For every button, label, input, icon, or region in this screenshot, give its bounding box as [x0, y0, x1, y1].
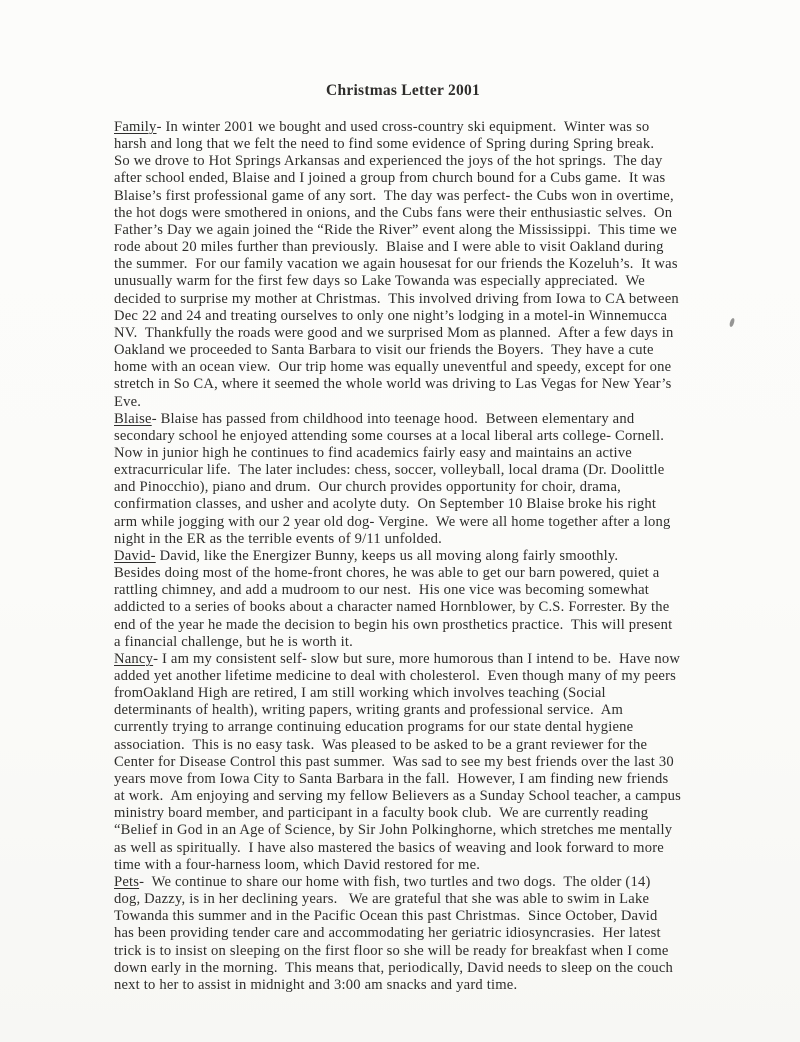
letter-line: a financial challenge, but he is worth it.: [114, 633, 353, 650]
letter-line: trick is to insist on sleeping on the first floor so she will be ready for breakfast when I come: [114, 942, 669, 959]
letter-line: rattling chimney, and add a mudroom to our nest. His one vice was becoming somewhat: [114, 582, 650, 599]
letter-line: Besides doing most of the home-front chores, he was able to get our barn powered, quiet a: [114, 565, 660, 582]
letter-line: added yet another lifetime medicine to deal with cholesterol. Even though many of my peers: [114, 668, 677, 684]
letter-line: next to her to assist in midnight and 3:00 am snacks and yard time.: [114, 976, 518, 993]
letter-line: decided to surprise my mother at Christmas. This involved driving from Iowa to CA between: [114, 290, 679, 307]
letter-line: time with a four-harness loom, which David restored for me.: [114, 856, 481, 873]
letter-line: Blaise’s first professional game of any sort. The day was perfect- the Cubs won in overtime,: [114, 187, 674, 204]
letter-line: association. This is no easy task. Was pleased to be asked to be a grant reviewer for the: [114, 736, 648, 753]
letter-body: [114, 119, 700, 994]
section-heading: Pets: [114, 873, 140, 890]
letter-line: Now in junior high he continues to find academics fairly easy and maintains an active: [114, 444, 632, 461]
letter-line: Eve.: [114, 393, 142, 410]
letter-line: home with an ocean view. Our trip home was equally uneventful and speedy, except for one: [114, 359, 672, 376]
letter-line: Family- In winter 2001 we bought and used cross-country ski equipment. Winter was so: [114, 119, 650, 135]
letter-line: So we drove to Hot Springs Arkansas and experienced the joys of the hot springs. The day: [114, 153, 663, 170]
letter-line: the hot dogs were smothered in onions, and the Cubs fans were their enthusiastic selves. On: [114, 204, 673, 221]
letter-line: “Belief in God in an Age of Science, by Sir John Polkinghorne, which stretches me mentally: [114, 822, 673, 839]
letter-line: has been providing tender care and accommodating her geriatric idiosyncrasies. Her latest: [114, 925, 661, 942]
letter-line: dog, Dazzy, is in her declining years. We are grateful that she was able to swim in Lake: [114, 891, 650, 908]
letter-line: addicted to a series of books about a character named Hornblower, by C.S. Forrester. By the: [114, 599, 670, 616]
letter-line: Nancy- I am my consistent self- slow but sure, more humorous than I intend to be. Have now: [114, 650, 681, 667]
letter-line: fromOakland High are retired, I am still working which involves teaching (Social: [114, 685, 606, 702]
letter-line: the summer. For our family vacation we again housesat for our friends the Kozeluh’s. It was: [114, 256, 678, 273]
letter-line: Dec 22 and 24 and treating ourselves to only one night’s lodging in a motel-in Winnemucca: [114, 307, 668, 324]
letter-line: rode about 20 miles further than previously. Blaise and I were able to visit Oakland during: [114, 239, 664, 256]
letter-line: Pets- We continue to share our home with fish, two turtles and two dogs. The older (14): [114, 873, 651, 890]
letter-line: arm while jogging with our 2 year old dog- Vergine. We were all home together after a long: [114, 513, 671, 530]
letter-line: end of the year he made the decision to begin his own prosthetics practice. This will present: [114, 616, 673, 633]
letter-line: currently trying to arrange continuing education programs for our state dental hygiene: [114, 719, 634, 736]
letter-line: NV. Thankfully the roads were good and we surprised Mom as planned. After a few days in: [114, 324, 674, 341]
letter-line: determinants of health), writing papers, writing grants and professional service. Am: [114, 702, 624, 719]
letter-line: Towanda this summer and in the Pacific Ocean this past Christmas. Since October, David: [114, 908, 658, 925]
letter-line: and Pinocchio), piano and drum. Our church provides opportunity for choir, drama,: [114, 479, 622, 496]
ink-speck: [729, 318, 735, 328]
section-heading: David-: [114, 547, 156, 564]
letter-line: harsh and long that we felt the need to find some evidence of Spring during Spring break.: [114, 136, 655, 153]
letter-line: after school ended, Blaise and I joined a group from church bound for a Cubs game. It was: [114, 170, 666, 187]
letter-line: down early in the morning. This means that, periodically, David needs to sleep on the couch: [114, 959, 674, 976]
letter-line: extracurricular life. The later includes: chess, soccer, volleyball, local drama (Dr. Doolittle: [114, 462, 665, 479]
letter-line: stretch in So CA, where it seemed the whole world was driving to Las Vegas for New Year’s: [114, 376, 672, 393]
letter-line: secondary school he enjoyed attending some courses at a local liberal arts college- Cornell.: [114, 427, 665, 444]
letter-line: at work. Am enjoying and serving my fellow Believers as a Sunday School teacher, a campus: [114, 788, 681, 805]
section-heading: Nancy: [114, 650, 154, 667]
letter-title: Christmas Letter 2001: [326, 82, 480, 99]
letter-line: Center for Disease Control this past summer. Was sad to see my best friends over the last 30: [114, 753, 674, 770]
letter-line: years move from Iowa City to Santa Barbara in the fall. However, I am finding new friends: [114, 770, 669, 787]
letter-line: unusually warm for the first few days so Lake Towanda was especially appreciated. We: [114, 273, 645, 290]
letter-line: Oakland we proceeded to Santa Barbara to visit our friends the Boyers. They have a cute: [114, 342, 654, 359]
letter-line: Blaise- Blaise has passed from childhood into teenage hood. Between elementary and: [114, 410, 635, 427]
section-heading: Blaise: [114, 410, 152, 427]
letter-line: as well as spiritually. I have also mastered the basics of weaving and look forward to more: [114, 839, 664, 856]
letter-line: David- David, like the Energizer Bunny, keeps us all moving along fairly smoothly.: [114, 547, 619, 564]
letter-line: night in the ER as the terrible events of 9/11 unfolded.: [114, 530, 443, 547]
section-heading: Family: [114, 119, 157, 135]
letter-line: Father’s Day we again joined the “Ride the River” event along the Mississippi. This time we: [114, 221, 677, 238]
letter-line: ministry board member, and participant in a faculty book club. We are currently reading: [114, 805, 649, 822]
letter-line: confirmation classes, and usher and acolyte duty. On September 10 Blaise broke his right: [114, 496, 657, 513]
